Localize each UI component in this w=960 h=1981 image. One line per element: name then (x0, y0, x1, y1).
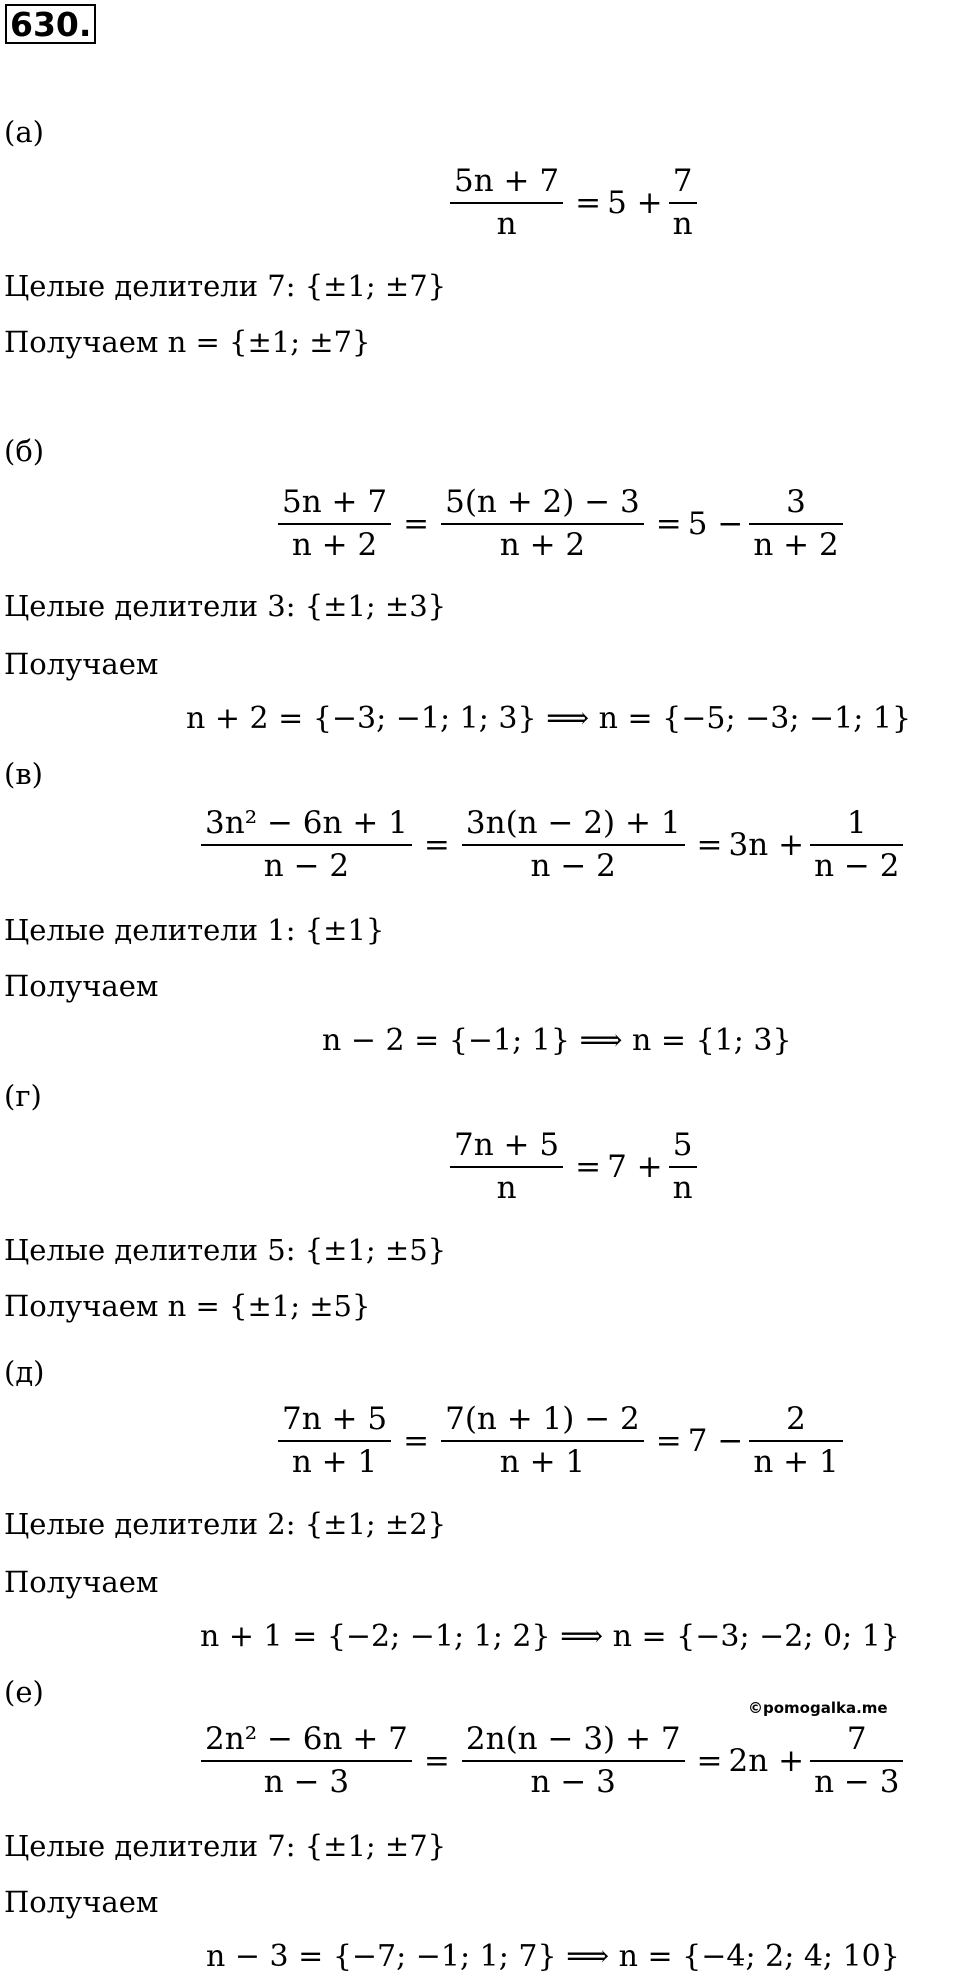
fraction: $\frac{3n(n - 2) + 1}{n - 2}$ (462, 808, 685, 882)
part-g-divisors: Целые делители 5: {±1; ±5} (4, 1233, 447, 1267)
fraction: $\frac{5n + 7}{n}$ (450, 166, 563, 240)
fraction: $\frac{3}{n + 2}$ (749, 487, 842, 561)
part-d-label: (д) (4, 1355, 45, 1389)
part-b-get: Получаем (4, 647, 159, 681)
fraction: $\frac{5}{n}$ (669, 1130, 697, 1204)
part-a-result: Получаем n = {±1; ±7} (4, 325, 371, 359)
part-e-divisors: Целые делители 7: {±1; ±7} (4, 1829, 447, 1863)
fraction: $\frac{\text{3n² − 6n + 1}}{n - 2}$ (201, 808, 412, 882)
part-v-label: (в) (4, 757, 43, 791)
part-d-get: Получаем (4, 1565, 159, 1599)
part-e-get: Получаем (4, 1885, 159, 1919)
fraction: $\frac{7n + 5}{n}$ (450, 1130, 563, 1204)
part-v-result: n − 2 = {−1; 1} ⟹ n = {1; 3} (322, 1023, 792, 1058)
problem-number: 630. (5, 4, 96, 44)
fraction: $\frac{5(n + 2) - 3}{n + 2}$ (441, 487, 644, 561)
part-d-result: n + 1 = {−2; −1; 1; 2} ⟹ n = {−3; −2; 0; 1} (200, 1619, 900, 1654)
part-e-equation: $\frac{\text{2n² − 6n + 7}}{n - 3}$ = $\frac{2n(n - 3) + 7}{n - 3}$ = 2n + $\frac{7}{n - 3}$ (195, 1724, 909, 1798)
part-b-result: n + 2 = {−3; −1; 1; 3} ⟹ n = {−5; −3; −1; 1} (186, 701, 912, 736)
fraction: $\frac{5n + 7}{n + 2}$ (278, 487, 391, 561)
fraction: $\frac{7}{n}$ (669, 166, 697, 240)
part-a-divisors: Целые делители 7: {±1; ±7} (4, 269, 447, 303)
part-g-label: (г) (4, 1079, 42, 1113)
part-b-label: (б) (4, 434, 45, 468)
part-d-divisors: Целые делители 2: {±1; ±2} (4, 1507, 447, 1541)
part-b-divisors: Целые делители 3: {±1; ±3} (4, 589, 447, 623)
fraction: $\frac{\text{2n² − 6n + 7}}{n - 3}$ (201, 1724, 412, 1798)
part-v-equation: $\frac{\text{3n² − 6n + 1}}{n - 2}$ = $\frac{3n(n - 2) + 1}{n - 2}$ = 3n + $\frac{1}{n - 2}$ (195, 808, 909, 882)
fraction: $\frac{7(n + 1) - 2}{n + 1}$ (441, 1404, 644, 1478)
fraction: $\frac{2n(n - 3) + 7}{n - 3}$ (462, 1724, 685, 1798)
watermark: ©pomogalka.me (748, 1699, 888, 1717)
part-a-label: (а) (4, 115, 44, 149)
part-d-equation: $\frac{7n + 5}{n + 1}$ = $\frac{7(n + 1) - 2}{n + 1}$ = 7 − $\frac{2}{n + 1}$ (272, 1404, 849, 1478)
fraction: $\frac{7n + 5}{n + 1}$ (278, 1404, 391, 1478)
fraction: $\frac{2}{n + 1}$ (749, 1404, 842, 1478)
part-v-get: Получаем (4, 969, 159, 1003)
part-a-equation: $\frac{5n + 7}{n}$ = 5 + $\frac{7}{n}$ (444, 166, 703, 240)
fraction: $\frac{7}{n - 3}$ (810, 1724, 903, 1798)
fraction: $\frac{1}{n - 2}$ (810, 808, 903, 882)
part-e-result: n − 3 = {−7; −1; 1; 7} ⟹ n = {−4; 2; 4; 10} (206, 1939, 900, 1974)
part-b-equation: $\frac{5n + 7}{n + 2}$ = $\frac{5(n + 2) - 3}{n + 2}$ = 5 − $\frac{3}{n + 2}$ (272, 487, 849, 561)
part-v-divisors: Целые делители 1: {±1} (4, 913, 385, 947)
part-e-label: (е) (4, 1675, 44, 1709)
part-g-result: Получаем n = {±1; ±5} (4, 1289, 371, 1323)
part-g-equation: $\frac{7n + 5}{n}$ = 7 + $\frac{5}{n}$ (444, 1130, 703, 1204)
